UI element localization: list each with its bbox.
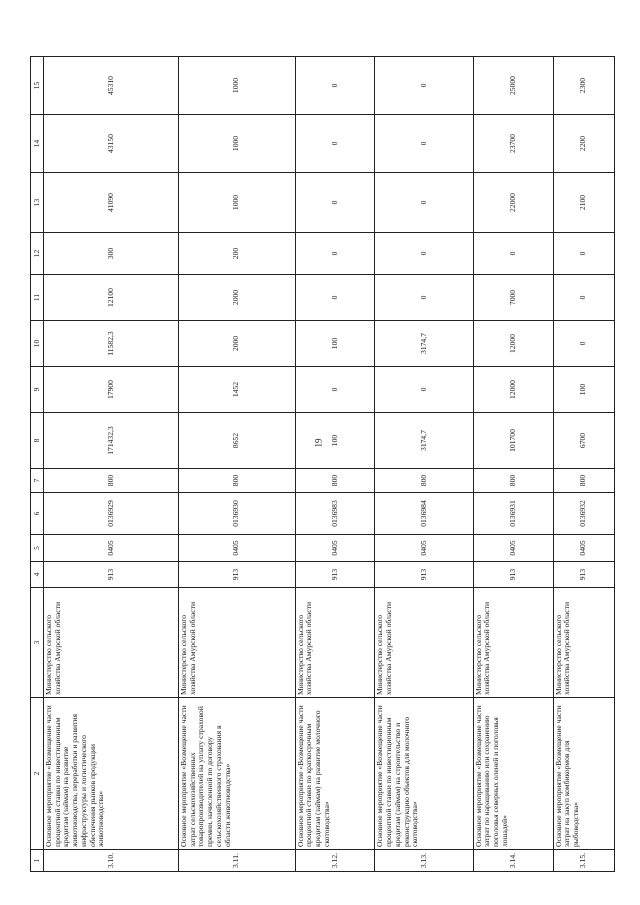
cell-c14: 1000 (178, 115, 295, 173)
cell-c6: 0136984 (375, 493, 473, 535)
cell-c7: 800 (553, 469, 615, 493)
col-header-6: 6 (31, 493, 44, 535)
cell-c8: 101700 (473, 413, 553, 469)
cell-c8: 8652 (178, 413, 295, 469)
cell-c6: 0136932 (553, 493, 615, 535)
cell-c11: 12100 (44, 275, 179, 321)
cell-c9: 0 (375, 367, 473, 413)
cell-c4: 913 (44, 562, 179, 588)
cell-c13: 41090 (44, 173, 179, 233)
cell-c10: 11582,3 (44, 321, 179, 367)
cell-c11: 7000 (473, 275, 553, 321)
cell-c12: 300 (44, 233, 179, 275)
cell-c6: 0136931 (473, 493, 553, 535)
cell-c5: 0405 (44, 535, 179, 562)
col-header-13: 13 (31, 173, 44, 233)
cell-c4: 913 (553, 562, 615, 588)
cell-c7: 800 (178, 469, 295, 493)
cell-c10: 0 (553, 321, 615, 367)
cell-c8: 6700 (553, 413, 615, 469)
event-name: Основное мероприятие «Возмещение части затрат сельскохозяйственных товаропроизводителей на уплату страховой премии, начисленной по договору сельскохозяйственного страхования в области животноводства» (178, 698, 295, 850)
event-name: Основное мероприятие «Возмещение части процентной ставки по краткосрочным кредитам (займам) на развитие молочного скотоводства» (295, 698, 375, 850)
cell-c15: 1000 (178, 57, 295, 115)
cell-c12: 200 (178, 233, 295, 275)
col-header-8: 8 (31, 413, 44, 469)
table-row (44, 57, 179, 872)
cell-c11: 2000 (178, 275, 295, 321)
col-header-2: 2 (31, 698, 44, 850)
col-header-12: 12 (31, 233, 44, 275)
cell-c5: 0405 (178, 535, 295, 562)
cell-c4: 913 (375, 562, 473, 588)
cell-c10: 3174,7 (375, 321, 473, 367)
row-number: 3.12. (295, 850, 375, 872)
cell-c15: 0 (295, 57, 375, 115)
executor: Министерство сельского хозяйства Амурской области (295, 588, 375, 698)
cell-c10: 12000 (473, 321, 553, 367)
cell-c10: 100 (295, 321, 375, 367)
cell-c7: 800 (295, 469, 375, 493)
cell-c6: 0136983 (295, 493, 375, 535)
cell-c14: 0 (375, 115, 473, 173)
executor: Министерство сельского хозяйства Амурской области (375, 588, 473, 698)
cell-c14: 43150 (44, 115, 179, 173)
col-header-1: 1 (31, 850, 44, 872)
executor: Министерство сельского хозяйства Амурской области (473, 588, 553, 698)
cell-c14: 23700 (473, 115, 553, 173)
cell-c4: 913 (178, 562, 295, 588)
cell-c7: 800 (44, 469, 179, 493)
col-header-4: 4 (31, 562, 44, 588)
cell-c5: 0405 (295, 535, 375, 562)
cell-c13: 1000 (178, 173, 295, 233)
event-name: Основное мероприятие «Возмещение части процентной ставки по инвестиционным кредитам (займам) на строительство и реконструкцию объектов для молочного скотоводства» (375, 698, 473, 850)
cell-c7: 800 (375, 469, 473, 493)
cell-c5: 0405 (553, 535, 615, 562)
executor: Министерство сельского хозяйства Амурской области (44, 588, 179, 698)
cell-c8: 3174,7 (375, 413, 473, 469)
row-number: 3.11. (178, 850, 295, 872)
cell-c13: 0 (375, 173, 473, 233)
event-name: Основное мероприятие «Возмещение части процентной ставки по инвестиционным кредитам (займам) на развитие животноводства, переработки и развития инфраструктуры и логистического обеспечения рынков продукции животноводства» (44, 698, 179, 850)
cell-c9: 0 (295, 367, 375, 413)
cell-c9: 1452 (178, 367, 295, 413)
table-row (178, 57, 295, 872)
cell-c14: 0 (295, 115, 375, 173)
row-number: 3.13. (375, 850, 473, 872)
col-header-5: 5 (31, 535, 44, 562)
table-row (295, 57, 375, 872)
cell-c10: 2000 (178, 321, 295, 367)
cell-c5: 0405 (375, 535, 473, 562)
row-number: 3.10. (44, 850, 179, 872)
table-row (473, 57, 553, 872)
cell-c13: 2100 (553, 173, 615, 233)
cell-c12: 0 (473, 233, 553, 275)
col-header-11: 11 (31, 275, 44, 321)
col-header-9: 9 (31, 367, 44, 413)
row-number: 3.15. (553, 850, 615, 872)
col-header-10: 10 (31, 321, 44, 367)
cell-c12: 0 (295, 233, 375, 275)
rotated-table-container (30, 57, 615, 872)
col-header-15: 15 (31, 57, 44, 115)
cell-c9: 17900 (44, 367, 179, 413)
event-name: Основное мероприятие «Возмещение части затрат на закуп комбикормов для рыбоводства» (553, 698, 615, 850)
executor: Министерство сельского хозяйства Амурской области (553, 588, 615, 698)
cell-c5: 0405 (473, 535, 553, 562)
cell-c11: 0 (553, 275, 615, 321)
cell-c14: 2200 (553, 115, 615, 173)
table-row (375, 57, 473, 872)
cell-c6: 0136930 (178, 493, 295, 535)
cell-c8: 171432,3 (44, 413, 179, 469)
row-number: 3.14. (473, 850, 553, 872)
cell-c12: 0 (553, 233, 615, 275)
cell-c15: 2300 (553, 57, 615, 115)
page-number: 19 (313, 438, 324, 448)
cell-c15: 25000 (473, 57, 553, 115)
table-row (553, 57, 615, 872)
header-row (31, 57, 44, 872)
event-name: Основное мероприятие «Возмещение части затрат по наращиванию или сохранению поголовья северных оленей и поголовья лошадей» (473, 698, 553, 850)
cell-c11: 0 (295, 275, 375, 321)
col-header-14: 14 (31, 115, 44, 173)
cell-c8: 100 (295, 413, 375, 469)
cell-c13: 0 (295, 173, 375, 233)
cell-c11: 0 (375, 275, 473, 321)
cell-c4: 913 (473, 562, 553, 588)
cell-c4: 913 (295, 562, 375, 588)
cell-c13: 22000 (473, 173, 553, 233)
budget-table (30, 56, 615, 872)
cell-c9: 100 (553, 367, 615, 413)
cell-c9: 12000 (473, 367, 553, 413)
col-header-7: 7 (31, 469, 44, 493)
cell-c7: 800 (473, 469, 553, 493)
cell-c6: 0136929 (44, 493, 179, 535)
cell-c12: 0 (375, 233, 473, 275)
cell-c15: 0 (375, 57, 473, 115)
cell-c15: 45310 (44, 57, 179, 115)
col-header-3: 3 (31, 588, 44, 698)
executor: Министерство сельского хозяйства Амурской области (178, 588, 295, 698)
